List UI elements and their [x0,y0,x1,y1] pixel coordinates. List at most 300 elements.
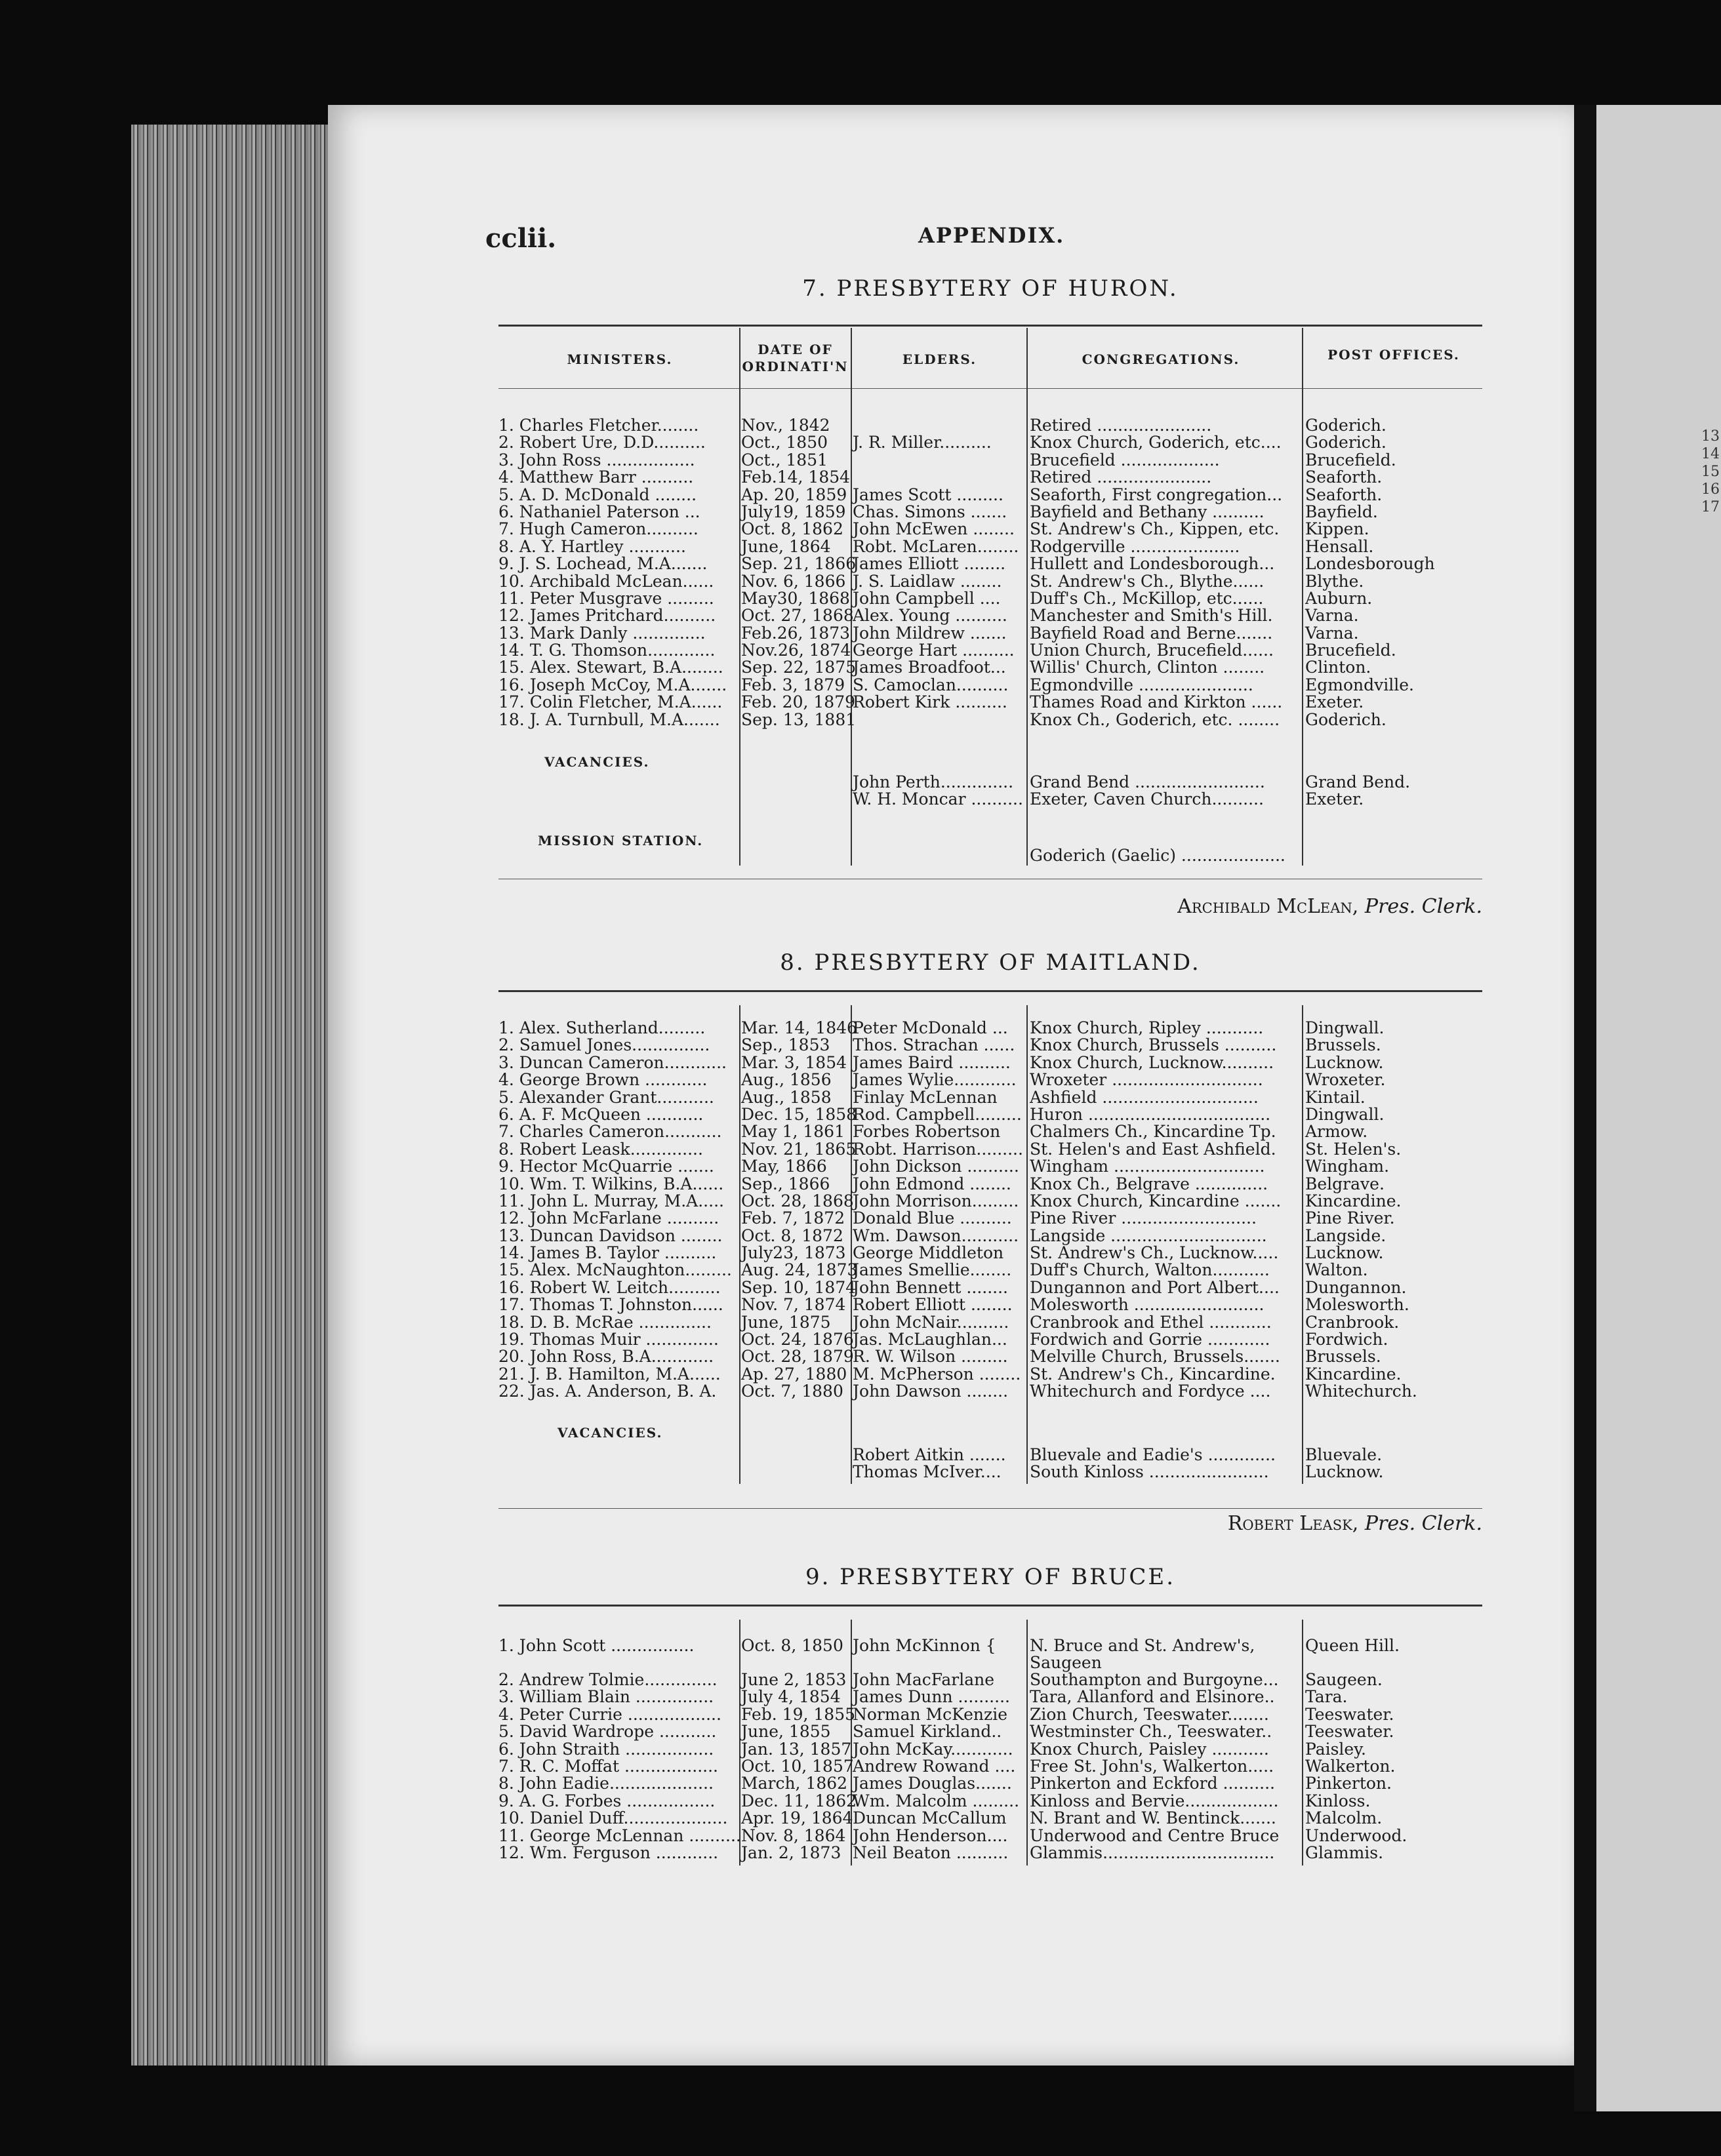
table-top-rule [498,1605,1482,1607]
facing-page-edge [1596,105,1721,2111]
table-row [498,847,1482,864]
minister-name: 12. Wm. Ferguson ............ [498,1843,719,1862]
post-office: Molesworth. [1305,1295,1409,1315]
congregation: Knox Church, Brussels .......... [1030,1035,1277,1055]
column-header-date: DATE OF ORDINATI'N [742,342,849,374]
ordination-date: July 4, 1854 [741,1687,841,1707]
congregation: Tara, Allanford and Elsinore.. [1030,1687,1275,1707]
table-row [498,1827,1482,1845]
congregation: St. Helen's and East Ashfield. [1030,1139,1276,1159]
post-office: Pinkerton. [1305,1774,1392,1793]
ordination-date: March, 1862 [741,1774,848,1793]
table-row [498,642,1482,659]
minister-name: 19. Thomas Muir .............. [498,1330,719,1349]
table-row [498,1296,1482,1313]
post-office: Kinloss. [1305,1791,1371,1810]
minister-rows [498,1020,1482,1401]
minister-name: 13. Mark Danly .............. [498,623,706,643]
table-row [498,1158,1482,1175]
minister-name: 1. John Scott ................ [498,1636,695,1655]
clerk-title: Pres. Clerk. [1364,895,1482,918]
minister-name: 17. Colin Fletcher, M.A...... [498,692,723,712]
congregation: Egmondville ...................... [1030,675,1253,694]
minister-name: 1. Charles Fletcher........ [498,416,699,435]
table-row [498,1741,1482,1758]
post-office: Kippen. [1305,519,1369,539]
table-row [498,1193,1482,1210]
table-row [498,1810,1482,1827]
ordination-date: Oct., 1851 [741,450,828,469]
post-office: Grand Bend. [1305,772,1411,791]
post-office: Clinton. [1305,658,1371,677]
ordination-date: Oct. 7, 1880 [741,1382,843,1401]
table-row [498,1279,1482,1296]
mission-rows [498,847,1482,864]
table-top-rule [498,990,1482,992]
post-office: Langside. [1305,1226,1387,1245]
table-row [498,1176,1482,1193]
post-office: Seaforth. [1305,485,1383,504]
congregation: Exeter, Caven Church.......... [1030,789,1264,809]
table-row [498,1447,1482,1464]
post-office: Glammis. [1305,1843,1384,1862]
minister-name: 11. George McLennan .......... [498,1826,741,1845]
post-office: Dingwall. [1305,1104,1385,1124]
elder-name: John McNair.......... [853,1312,1009,1332]
ordination-date: Ap. 20, 1859 [741,485,847,504]
post-office: Seaforth. [1305,468,1383,487]
minister-name: 16. Robert W. Leitch.......... [498,1277,721,1297]
clerk-name: Robert Leask, [1227,1512,1359,1535]
post-office: Wingham. [1305,1157,1390,1176]
minister-name: 9. J. S. Lochead, M.A....... [498,554,708,574]
ordination-date: Sep. 22, 1875 [741,658,857,677]
minister-name: 7. R. C. Moffat .................. [498,1756,718,1776]
post-office: Armow. [1305,1122,1368,1142]
ordination-date: Feb. 3, 1879 [741,675,845,694]
post-office: Kincardine. [1305,1364,1402,1384]
ordination-date: Aug., 1856 [741,1070,832,1090]
vacancy-rows [498,774,1482,808]
congregation: Cranbrook and Ethel ............ [1030,1312,1272,1332]
ordination-date: Oct. 28, 1868 [741,1191,854,1210]
minister-name: 3. William Blain ............... [498,1687,714,1707]
ordination-date: Jan. 13, 1857 [741,1739,852,1759]
elder-name: Robt. Harrison......... [853,1139,1023,1159]
congregation: Underwood and Centre Bruce [1030,1826,1280,1845]
minister-name: 8. A. Y. Hartley ........... [498,536,686,556]
minister-name: 7. Hugh Cameron.......... [498,519,699,539]
minister-name: 14. James B. Taylor .......... [498,1243,717,1263]
elder-name: George Middleton [853,1243,1004,1263]
ordination-date: Ap. 27, 1880 [741,1364,847,1384]
minister-name: 10. Wm. T. Wilkins, B.A...... [498,1174,724,1193]
post-office: Lucknow. [1305,1243,1384,1263]
table-row [498,590,1482,607]
elder-name: Robert Elliott ........ [853,1295,1013,1315]
ordination-date: Nov. 21, 1865 [741,1139,857,1159]
ordination-date: June, 1875 [741,1312,831,1332]
minister-name: 17. Thomas T. Johnston...... [498,1295,723,1315]
elder-name: John Campbell .... [853,588,1001,608]
congregation: Ashfield .............................. [1030,1087,1259,1107]
congregation: Bluevale and Eadie's ............. [1030,1445,1276,1464]
ordination-date: Nov. 7, 1874 [741,1295,846,1315]
ordination-date: Sep., 1866 [741,1174,830,1193]
post-office: Egmondville. [1305,675,1414,694]
congregation: Zion Church, Teeswater........ [1030,1704,1269,1724]
table-row [498,791,1482,808]
congregation: Melville Church, Brussels....... [1030,1347,1280,1367]
minister-name: 8. John Eadie.................... [498,1774,714,1793]
clerk-signature [1023,895,1482,918]
vacancies-label: VACANCIES. [544,754,650,770]
post-office: Belgrave. [1305,1174,1385,1193]
congregation: Duff's Ch., McKillop, etc...... [1030,588,1264,608]
elder-name: James Baird .......... [853,1052,1011,1072]
elder-name: James Smellie........ [853,1260,1012,1280]
minister-rows [498,1637,1482,1862]
minister-name: 5. A. D. McDonald ........ [498,485,697,504]
ordination-date: Mar. 14, 1846 [741,1018,857,1037]
table-row [498,625,1482,642]
minister-name: 1. Alex. Sutherland......... [498,1018,706,1037]
elder-name: John Dawson ........ [853,1382,1009,1401]
ordination-date: Sep. 13, 1881 [741,709,857,729]
table-row [498,1688,1482,1706]
post-office: Whitechurch. [1305,1382,1417,1401]
ordination-date: Oct. 8, 1850 [741,1636,843,1655]
congregation: Rodgerville ..................... [1030,536,1240,556]
ordination-date: June, 1855 [741,1722,831,1742]
congregation: Goderich (Gaelic) .................... [1030,846,1286,865]
congregation: Knox Church, Kincardine ....... [1030,1191,1282,1210]
minister-name: 13. Duncan Davidson ........ [498,1226,723,1245]
header-rule [498,388,1482,389]
post-office: Queen Hill. [1305,1636,1400,1655]
elder-name: J. R. Miller.......... [853,433,992,452]
minister-name: 11. John L. Murray, M.A..... [498,1191,724,1210]
elder-name: Andrew Rowand .... [853,1756,1016,1776]
table-row [498,1037,1482,1054]
ordination-date: Apr. 19, 1864 [741,1808,853,1828]
table-row [498,417,1482,434]
minister-name: 6. John Straith ................. [498,1739,714,1759]
congregation: Glammis................................. [1030,1843,1275,1862]
ordination-date: June, 1864 [741,536,831,556]
ordination-date: Feb.14, 1854 [741,468,851,487]
table-row [498,1464,1482,1481]
ordination-date: July19, 1859 [741,502,846,521]
congregation: Southampton and Burgoyne... [1030,1670,1279,1689]
ordination-date: May 1, 1861 [741,1122,845,1142]
table-row [498,1348,1482,1365]
post-office: Auburn. [1305,588,1373,608]
minister-name: 5. David Wardrope ........... [498,1722,717,1742]
post-office: Teeswater. [1305,1722,1394,1742]
section-title: 7. PRESBYTERY OF HURON. [802,275,1179,302]
ordination-date: Nov., 1842 [741,416,830,435]
elder-name: Rod. Campbell......... [853,1104,1022,1124]
minister-name: 18. D. B. McRae .............. [498,1312,712,1332]
elder-name: George Hart .......... [853,641,1015,660]
congregation: Wroxeter ............................. [1030,1070,1263,1090]
congregation: Duff's Church, Walton........... [1030,1260,1270,1280]
ordination-date: Mar. 3, 1854 [741,1052,847,1072]
elder-name: S. Camoclan.......... [853,675,1009,694]
congregation: N. Brant and W. Bentinck....... [1030,1808,1276,1828]
post-office: Cranbrook. [1305,1312,1400,1332]
congregation: St. Andrew's Ch., Kippen, etc. [1030,519,1280,539]
vacancies-label: VACANCIES. [557,1425,663,1441]
congregation: N. Bruce and St. Andrew's, Saugeen [1030,1636,1255,1672]
elder-name: Robert Kirk .......... [853,692,1007,712]
congregation: Retired ...................... [1030,468,1212,487]
congregation: Fordwich and Gorrie ............ [1030,1330,1270,1349]
ordination-date: Sep. 10, 1874 [741,1277,857,1297]
post-office: Exeter. [1305,789,1364,809]
minister-name: 2. Andrew Tolmie.............. [498,1670,718,1689]
elder-name: John Perth.............. [853,772,1014,791]
ordination-date: Feb. 20, 1879 [741,692,855,712]
congregation: Wingham ............................. [1030,1157,1265,1176]
elder-name: John Henderson.... [853,1826,1008,1845]
elder-name: John Edmond ........ [853,1174,1011,1193]
elder-name: Finlay McLennan [853,1087,998,1107]
post-office: Varna. [1305,623,1359,643]
congregation: Bayfield and Bethany .......... [1030,502,1265,521]
clerk-title: Pres. Clerk. [1364,1512,1482,1535]
elder-name: John Bennett ........ [853,1277,1008,1297]
minister-name: 9. A. G. Forbes ................. [498,1791,716,1810]
post-office: Dungannon. [1305,1277,1407,1297]
facing-page-fragment: 15 [1701,464,1720,480]
table-row [498,607,1482,624]
elder-name: John McEwen ........ [853,519,1015,539]
congregation: Chalmers Ch., Kincardine Tp. [1030,1122,1276,1142]
ordination-date: Oct. 24, 1876 [741,1330,854,1349]
post-office: Pine River. [1305,1208,1395,1228]
elder-name: Robert Aitkin ....... [853,1445,1006,1464]
ordination-date: June 2, 1853 [741,1670,847,1689]
elder-name: Alex. Young .......... [853,606,1007,626]
vacancy-rows [498,1447,1482,1481]
ordination-date: Oct. 8, 1862 [741,519,843,539]
minister-name: 4. Peter Currie .................. [498,1704,721,1724]
column-header-congregations: CONGREGATIONS. [1082,351,1240,367]
table-row [498,1089,1482,1106]
post-office: Kintail. [1305,1087,1366,1107]
ordination-date: Feb.26, 1873 [741,623,851,643]
congregation: South Kinloss ....................... [1030,1462,1269,1482]
elder-name: Wm. Dawson........... [853,1226,1019,1245]
ordination-date: May30, 1868 [741,588,850,608]
mission-station-label: MISSION STATION. [538,833,704,848]
column-header-ministers: MINISTERS. [567,351,673,367]
table-row [498,521,1482,538]
table-row [498,1637,1482,1671]
elder-name: Neil Beaton .......... [853,1843,1009,1862]
ordination-date: Nov. 8, 1864 [741,1826,846,1845]
table-row [498,694,1482,711]
elder-name: James Scott ......... [853,485,1003,504]
section-title: 9. PRESBYTERY OF BRUCE. [805,1564,1176,1590]
presbytery-section-huron [498,275,1482,918]
ordination-date: Aug., 1858 [741,1087,832,1107]
facing-page-fragment: 14 [1701,446,1720,462]
column-header-elders: ELDERS. [902,351,977,367]
elder-name: John Mildrew ....... [853,623,1007,643]
table-row [498,555,1482,572]
minister-name: 4. George Brown ............ [498,1070,708,1090]
minister-name: 6. Nathaniel Paterson ... [498,502,700,521]
elder-name: Donald Blue .......... [853,1208,1012,1228]
minister-name: 18. J. A. Turnbull, M.A....... [498,709,720,729]
post-office: Brussels. [1305,1347,1381,1367]
minister-name: 2. Robert Ure, D.D.......... [498,433,706,452]
minister-name: 15. Alex. McNaughton......... [498,1260,732,1280]
congregation: St. Andrew's Ch., Kincardine. [1030,1364,1276,1384]
minister-name: 12. James Pritchard.......... [498,606,716,626]
elder-name: John McKinnon { [853,1636,996,1655]
ordination-date: Feb. 19, 1855 [741,1704,855,1724]
post-office: Wroxeter. [1305,1070,1386,1090]
minister-name: 6. A. F. McQueen ........... [498,1104,704,1124]
minister-name: 15. Alex. Stewart, B.A........ [498,658,723,677]
minister-name: 5. Alexander Grant........... [498,1087,714,1107]
elder-name: John Dickson .......... [853,1157,1019,1176]
ordination-date: Aug. 24, 1873 [741,1260,858,1280]
ordination-date: Nov. 6, 1866 [741,571,846,591]
elder-name: John MacFarlane [853,1670,995,1689]
table-row [498,1054,1482,1071]
elder-name: Chas. Simons ....... [853,502,1007,521]
post-office: St. Helen's. [1305,1139,1402,1159]
elder-name: Forbes Robertson [853,1122,1001,1142]
post-office: Malcolm. [1305,1808,1383,1828]
congregation: Bayfield Road and Berne....... [1030,623,1273,643]
congregation: Molesworth ......................... [1030,1295,1265,1315]
minister-name: 12. John McFarlane .......... [498,1208,719,1228]
post-office: Tara. [1305,1687,1348,1707]
table-row [498,1314,1482,1331]
post-office: Walton. [1305,1260,1368,1280]
elder-name: Wm. Malcolm ......... [853,1791,1020,1810]
ordination-date: Oct. 8, 1872 [741,1226,843,1245]
table-row [498,1723,1482,1740]
congregation: Pinkerton and Eckford .......... [1030,1774,1275,1793]
table-row [498,1262,1482,1279]
post-office: Brussels. [1305,1035,1381,1055]
elder-name: Peter McDonald ... [853,1018,1008,1037]
congregation: Knox Ch., Belgrave .............. [1030,1174,1268,1193]
post-office: Walkerton. [1305,1756,1396,1776]
post-office: Goderich. [1305,709,1387,729]
congregation: Willis' Church, Clinton ........ [1030,658,1265,677]
table-row [498,1071,1482,1088]
table-top-rule [498,325,1482,327]
congregation: Langside .............................. [1030,1226,1267,1245]
page-number: cclii. [485,223,557,254]
table-row [498,1775,1482,1792]
elder-name: M. McPherson ........ [853,1364,1021,1384]
table-row [498,1123,1482,1140]
elder-name: R. W. Wilson ......... [853,1347,1008,1367]
elder-name: Samuel Kirkland.. [853,1722,1002,1742]
post-office: Saugeen. [1305,1670,1383,1689]
ordination-date: Oct. 28, 1879 [741,1347,854,1367]
table-row [498,1383,1482,1400]
clerk-name: Archibald McLean, [1177,895,1359,918]
congregation: Union Church, Brucefield...... [1030,641,1274,660]
book-gutter [1574,105,1596,2111]
congregation: Knox Church, Ripley ........... [1030,1018,1264,1037]
ordination-date: Dec. 15, 1858 [741,1104,857,1124]
table-row [498,487,1482,504]
table-row [498,1671,1482,1688]
post-office: Brucefield. [1305,641,1396,660]
post-office: Dingwall. [1305,1018,1385,1037]
minister-name: 10. Daniel Duff.................... [498,1808,728,1828]
ordination-date: Oct., 1850 [741,433,828,452]
facing-page-fragment: 17 [1701,499,1720,515]
table-row [498,1020,1482,1037]
clerk-signature [1023,1512,1482,1535]
minister-name: 3. John Ross ................. [498,450,695,469]
post-office: Londesborough [1305,554,1435,574]
ordination-date: July23, 1873 [741,1243,846,1263]
table-row [498,452,1482,469]
congregation: Knox Ch., Goderich, etc. ........ [1030,709,1280,729]
elder-name: John McKay............ [853,1739,1013,1759]
table-row [498,1793,1482,1810]
section-title: 8. PRESBYTERY OF MAITLAND. [780,949,1201,976]
table-row [498,538,1482,555]
elder-name: W. H. Moncar .......... [853,789,1023,809]
presbytery-section-bruce [498,1564,1482,1879]
post-office: Hensall. [1305,536,1374,556]
ordination-date: Dec. 11, 1862 [741,1791,857,1810]
elder-name: James Dunn .......... [853,1687,1010,1707]
congregation: Grand Bend ......................... [1030,772,1265,791]
minister-name: 14. T. G. Thomson............. [498,641,716,660]
table-row [498,573,1482,590]
ordination-date: Sep., 1853 [741,1035,830,1055]
elder-name: Thos. Strachan ...... [853,1035,1015,1055]
post-office: Teeswater. [1305,1704,1394,1724]
table-row [498,1106,1482,1123]
congregation: Pine River .......................... [1030,1208,1257,1228]
ordination-date: Nov.26, 1874 [741,641,851,660]
table-row [498,504,1482,521]
congregation: Kinloss and Bervie.................. [1030,1791,1279,1810]
congregation: Dungannon and Port Albert.... [1030,1277,1280,1297]
elder-name: J. S. Laidlaw ........ [853,571,1002,591]
congregation: Westminster Ch., Teeswater.. [1030,1722,1272,1742]
congregation: Brucefield ................... [1030,450,1220,469]
post-office: Brucefield. [1305,450,1396,469]
congregation: Seaforth, First congregation... [1030,485,1283,504]
minister-name: 16. Joseph McCoy, M.A....... [498,675,727,694]
ordination-date: Jan. 2, 1873 [741,1843,841,1862]
minister-name: 2. Samuel Jones............... [498,1035,710,1055]
table-row [498,1141,1482,1158]
elder-name: Duncan McCallum [853,1808,1007,1828]
minister-name: 9. Hector McQuarrie ....... [498,1157,714,1176]
post-office: Paisley. [1305,1739,1366,1759]
book-page-edges [131,125,328,2066]
elder-name: James Douglas....... [853,1774,1012,1793]
